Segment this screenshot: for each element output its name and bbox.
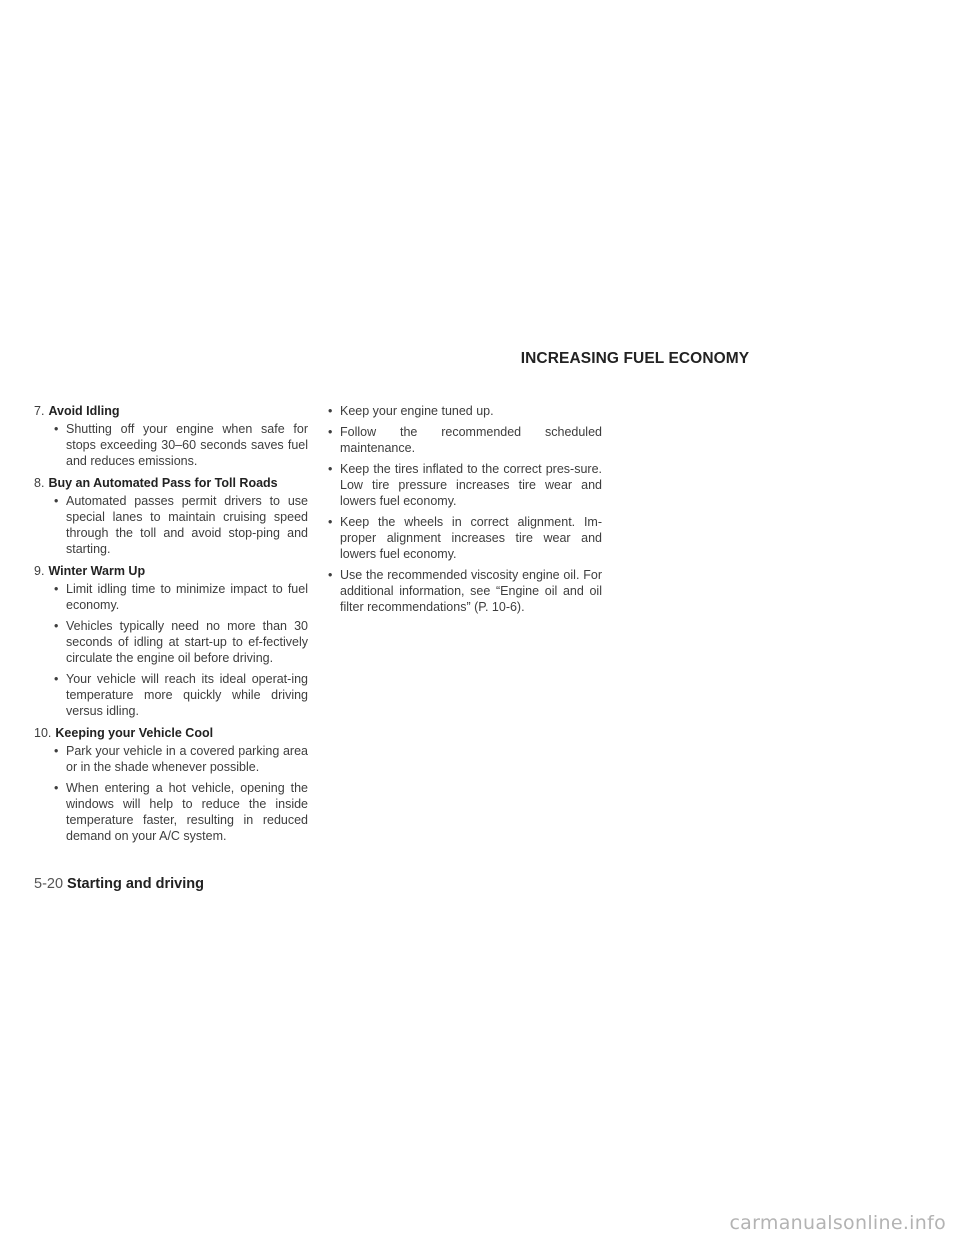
chapter-title: Starting and driving <box>67 876 204 892</box>
item-heading <box>34 403 308 419</box>
item-heading <box>34 725 308 741</box>
bullet-item: • Shutting off your engine when safe for stops exceeding 30–60 seconds saves fuel and reduces emissions. <box>34 421 308 469</box>
item-heading <box>34 475 308 491</box>
left-column <box>34 403 308 850</box>
item-title: Keeping your Vehicle Cool <box>55 726 214 740</box>
right-column <box>328 403 602 620</box>
bullet-item: • Vehicles typically need no more than 30 seconds of idling at start-up to ef-fectively circulate the engine oil before driving. <box>34 618 308 666</box>
item-number: 7. <box>34 404 45 418</box>
watermark: carmanualsonline.info <box>729 1212 946 1234</box>
item-title: Avoid Idling <box>48 404 120 418</box>
bullet-item: • Keep your engine tuned up. <box>328 403 602 419</box>
list-item-10 <box>34 725 308 844</box>
item-heading <box>34 563 308 579</box>
item-number: 8. <box>34 476 45 490</box>
bullet-item: • Follow the recommended scheduled maintenance. <box>328 424 602 456</box>
bullet-list <box>34 581 308 719</box>
bullet-item: • Your vehicle will reach its ideal operat-ing temperature more quickly while driving versus idling. <box>34 671 308 719</box>
bullet-list <box>328 403 602 615</box>
bullet-item: • Use the recommended viscosity engine oil. For additional information, see “Engine oil and oil filter recommendations” (P. 10-6). <box>328 567 602 615</box>
item-number: 9. <box>34 564 45 578</box>
item-title: Buy an Automated Pass for Toll Roads <box>48 476 278 490</box>
bullet-item: • Limit idling time to minimize impact to fuel economy. <box>34 581 308 613</box>
bullet-list <box>34 493 308 557</box>
page-footer <box>34 876 204 892</box>
bullet-item: • Automated passes permit drivers to use special lanes to maintain cruising speed through the toll and avoid stop-ping and starting. <box>34 493 308 557</box>
bullet-item: • Keep the tires inflated to the correct pres-sure. Low tire pressure increases tire wear and lowers fuel economy. <box>328 461 602 509</box>
list-item-7 <box>34 403 308 469</box>
bullet-list <box>34 743 308 844</box>
bullet-list <box>34 421 308 469</box>
bullet-item: • Keep the wheels in correct alignment. Im-proper alignment increases tire wear and lowers fuel economy. <box>328 514 602 562</box>
item-number: 10. <box>34 726 52 740</box>
bullet-item: • When entering a hot vehicle, opening the windows will help to reduce the inside temperature faster, resulting in reduced demand on your A/C system. <box>34 780 308 844</box>
item-title: Winter Warm Up <box>48 564 146 578</box>
page-number: 5-20 <box>34 876 64 892</box>
section-title: INCREASING FUEL ECONOMY <box>520 350 750 367</box>
bullet-item: • Park your vehicle in a covered parking area or in the shade whenever possible. <box>34 743 308 775</box>
list-item-8 <box>34 475 308 557</box>
list-item-9 <box>34 563 308 719</box>
